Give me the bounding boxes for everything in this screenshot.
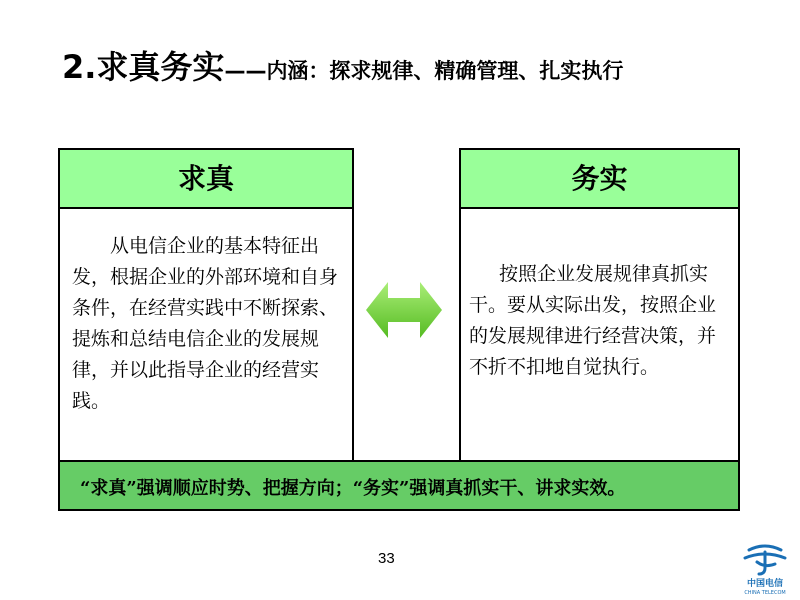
wushi-header: 务实 <box>461 150 738 209</box>
wushi-box <box>459 148 740 465</box>
logo-text-en: CHINA TELECOM <box>744 590 786 596</box>
china-telecom-logo <box>735 538 795 598</box>
title-subtitle: 内涵：探求规律、精确管理、扎实执行 <box>266 59 624 83</box>
qiuzhen-body: 从电信企业的基本特征出发，根据企业的外部环境和自身条件，在经营实践中不断探索、提炼和总结电信企业的发展规律，并以此指导企业的经营实践。 <box>72 235 339 412</box>
qiuzhen-box <box>58 148 354 465</box>
double-arrow-icon <box>366 282 442 338</box>
qiuzhen-header: 求真 <box>60 150 352 209</box>
title-dash: —— <box>224 59 267 83</box>
wushi-body: 按照企业发展规律真抓实干。要从实际出发，按照企业的发展规律进行经营决策，并不折不扣地自觉执行。 <box>469 263 717 378</box>
summary-text: “求真”强调顺应时势、把握方向；“务实”强调真抓实干、讲求实效。 <box>80 478 626 499</box>
title-main: 2.求真务实 <box>62 48 225 86</box>
logo-text-cn: 中国电信 <box>746 579 784 589</box>
slide-title <box>62 42 623 88</box>
page-number: 33 <box>378 550 395 567</box>
